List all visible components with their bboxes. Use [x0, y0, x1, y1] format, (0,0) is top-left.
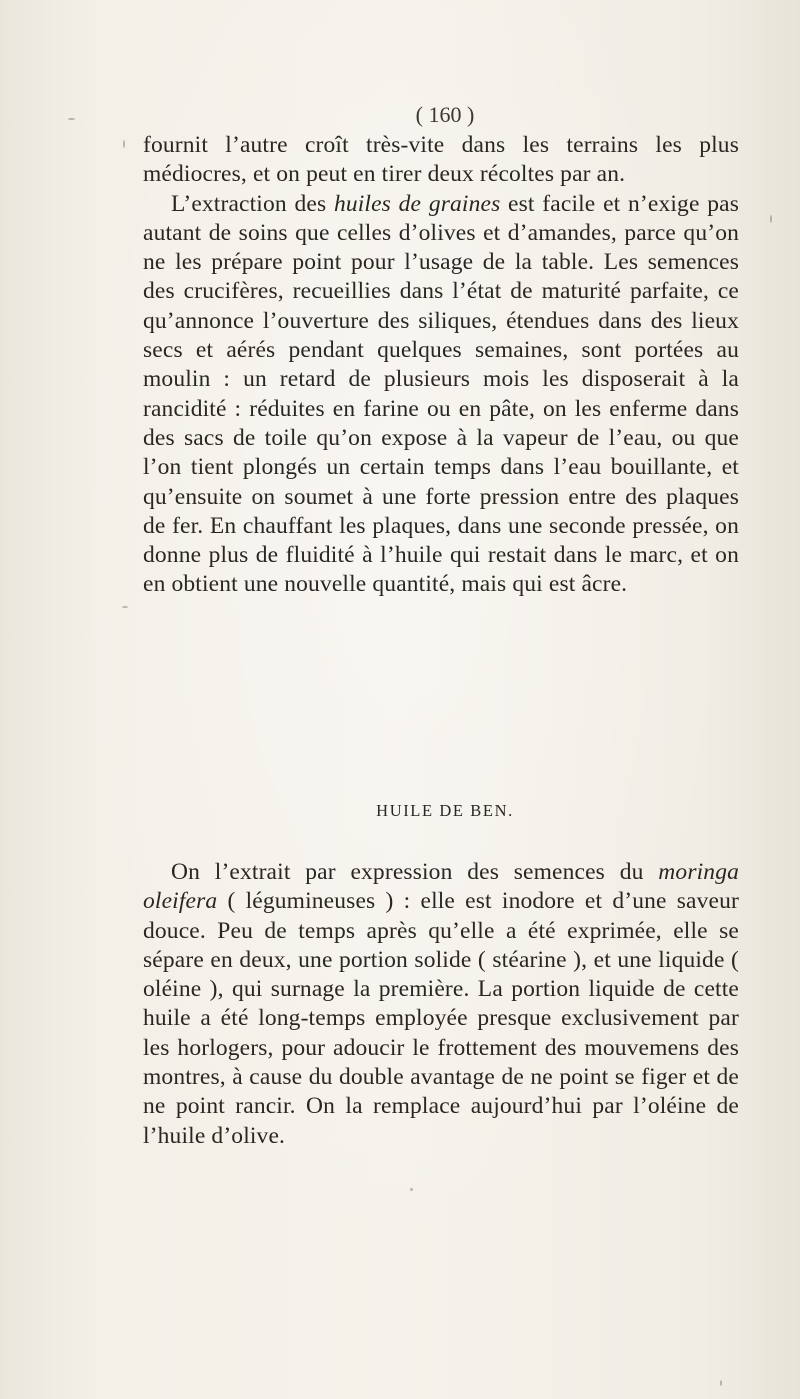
paper-speck — [770, 215, 772, 223]
paragraph-extraction-start: L’extraction des — [171, 190, 334, 217]
paragraph-extraction-rest: est facile et n’exige pas autant de soins que celles d’olives et d’amandes, parce qu’on ne les prépare point pour l’usage de la table. Les semences des crucifères, recueillies dans l’état de maturité parfaite, ce qu’annonce l’ouverture des siliques, étendues dans des lieux secs et aérés pendant quelques semaines, sont portées au moulin : un retard de plusieurs mois les disposerait à la rancidité : réduites en farine ou en pâte, on les enferme dans des sacs de toile qu’on expose à la vapeur de l’eau, ou que l’on tient plongés un certain temps dans l’eau bouillante, et qu’ensuite on soumet à une forte pression entre des plaques de fer. En chauffant les plaques, dans une seconde pressée, on donne plus de fluidité à l’huile qui restait dans le marc, et on en obtient une nouvelle quantité, mais qui est âcre. — [143, 190, 739, 598]
text-block-bottom — [143, 858, 739, 1151]
paragraph-ben-start: On l’extrait par expression des semences du — [171, 859, 659, 885]
paragraph-ben — [143, 858, 739, 1151]
paragraph-ben-rest: ( légumineuses ) : elle est inodore et d’une saveur douce. Peu de temps après qu’elle a été exprimée, elle se sépare en deux, une portion solide ( stéarine ), et une liquide ( oléine ), qui surnage la première. La portion liquide de cette huile a été long-temps employée presque exclusivement par les horlogers, pour adoucir le frottement des mouvemens des montres, à cause du double avantage de ne point se figer et de ne point rancir. On la remplace aujourd’hui par l’oléine de l’huile d’olive. — [143, 888, 739, 1149]
paper-speck — [122, 606, 128, 608]
text-block-top — [143, 131, 739, 600]
paragraph-continued: fournit l’autre croît très-vite dans les terrains les plus médiocres, et on peut en tirer deux récoltes par an. — [143, 132, 739, 188]
paper-speck — [68, 118, 75, 120]
paper-speck — [410, 1188, 413, 1191]
page-number — [0, 102, 800, 128]
italic-term-huiles-de-graines: huiles de graines — [333, 190, 501, 217]
section-heading: HUILE DE BEN. — [376, 801, 514, 820]
paragraph-extraction — [143, 190, 739, 600]
page-number-text: ( 160 ) — [415, 102, 475, 127]
italic-term-moringa-oleifera: moringa oleifera — [143, 859, 739, 915]
paper-speck — [123, 140, 125, 148]
paper-speck — [720, 1380, 722, 1386]
